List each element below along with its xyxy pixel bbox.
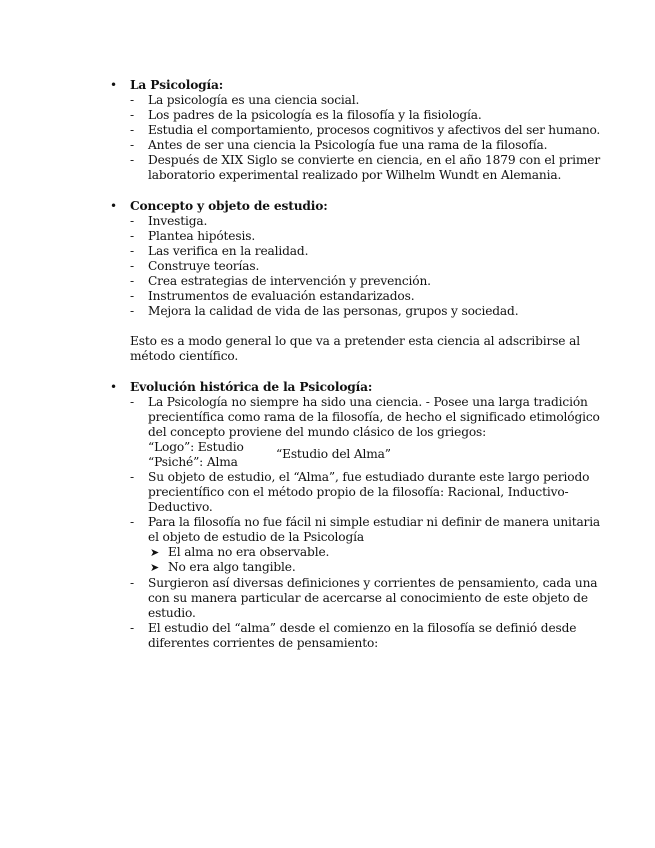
list-item: Mejora la calidad de vida de las personas, grupos y sociedad. (148, 304, 519, 318)
list-item: Estudia el comportamiento, procesos cognitivos y afectivos del ser humano. (148, 123, 600, 137)
list-item: Para la filosofía no fue fácil ni simple estudiar ni definir de manera unitaria (148, 515, 600, 529)
list-item-continuation: del concepto proviene del mundo clásico de los griegos: (148, 425, 487, 439)
dash: - (130, 304, 135, 318)
dash: - (130, 93, 135, 107)
list-item-continuation: precientífica como rama de la filosofía, de hecho el significado etimológico (148, 410, 600, 424)
list-item-continuation: laboratorio experimental realizado por Wilhelm Wundt en Alemania. (148, 168, 562, 182)
etymology-psiche: “Psiché”: Alma (148, 455, 238, 469)
section-heading-concepto: Concepto y objeto de estudio: (130, 199, 328, 213)
list-item: La Psicología no siempre ha sido una ciencia. - Posee una larga tradición (148, 395, 588, 409)
list-item: Su objeto de estudio, el “Alma”, fue estudiado durante este largo periodo (148, 470, 590, 484)
list-item: Crea estrategias de intervención y prevención. (148, 274, 431, 288)
list-item-continuation: diferentes corrientes de pensamiento: (148, 636, 379, 650)
list-item: Después de XIX Siglo se convierte en ciencia, en el año 1879 con el primer (148, 153, 600, 167)
dash: - (130, 576, 135, 590)
arrow-bullet-icon: ➤ (150, 561, 160, 574)
dash: - (130, 123, 135, 137)
section-heading-psicologia: La Psicología: (130, 78, 224, 92)
dash: - (130, 515, 135, 529)
list-item: Instrumentos de evaluación estandarizados. (148, 289, 415, 303)
section-heading-evolucion: Evolución histórica de la Psicología: (130, 380, 373, 394)
bullet: • (110, 380, 118, 394)
list-item: Construye teorías. (148, 259, 260, 273)
list-item: Antes de ser una ciencia la Psicología fue una rama de la filosofía. (148, 138, 548, 152)
dash: - (130, 470, 135, 484)
bullet: • (110, 78, 118, 92)
dash: - (130, 108, 135, 122)
dash: - (130, 214, 135, 228)
dash: - (130, 621, 135, 635)
list-item: Las verifica en la realidad. (148, 244, 309, 258)
bullet: • (110, 199, 118, 213)
sub-list-item: No era algo tangible. (168, 560, 296, 574)
list-item: La psicología es una ciencia social. (148, 93, 360, 107)
arrow-bullet-icon: ➤ (150, 546, 160, 559)
list-item-continuation: estudio. (148, 606, 196, 620)
list-item-continuation: precientífico con el método propio de la filosofía: Racional, Inductivo- (148, 485, 569, 499)
dash: - (130, 259, 135, 273)
sub-list-item: El alma no era observable. (168, 545, 330, 559)
list-item: Plantea hipótesis. (148, 229, 256, 243)
list-item-continuation: el objeto de estudio de la Psicología (148, 530, 365, 544)
list-item: El estudio del “alma” desde el comienzo en la filosofía se definió desde (148, 621, 577, 635)
list-item: Investiga. (148, 214, 208, 228)
dash: - (130, 244, 135, 258)
dash: - (130, 229, 135, 243)
paragraph-line: Esto es a modo general lo que va a pretender esta ciencia al adscribirse al (130, 334, 580, 348)
dash: - (130, 289, 135, 303)
list-item: Los padres de la psicología es la filosofía y la fisiología. (148, 108, 482, 122)
dash: - (130, 138, 135, 152)
list-item-continuation: Deductivo. (148, 500, 213, 514)
etymology-logo: “Logo”: Estudio (148, 440, 244, 454)
dash: - (130, 274, 135, 288)
list-item-continuation: con su manera particular de acercarse al conocimiento de este objeto de (148, 591, 588, 605)
paragraph-line: método científico. (130, 349, 239, 363)
etymology-result: “Estudio del Alma” (276, 447, 391, 461)
list-item: Surgieron así diversas definiciones y corrientes de pensamiento, cada una (148, 576, 598, 590)
dash: - (130, 153, 135, 167)
dash: - (130, 395, 135, 409)
